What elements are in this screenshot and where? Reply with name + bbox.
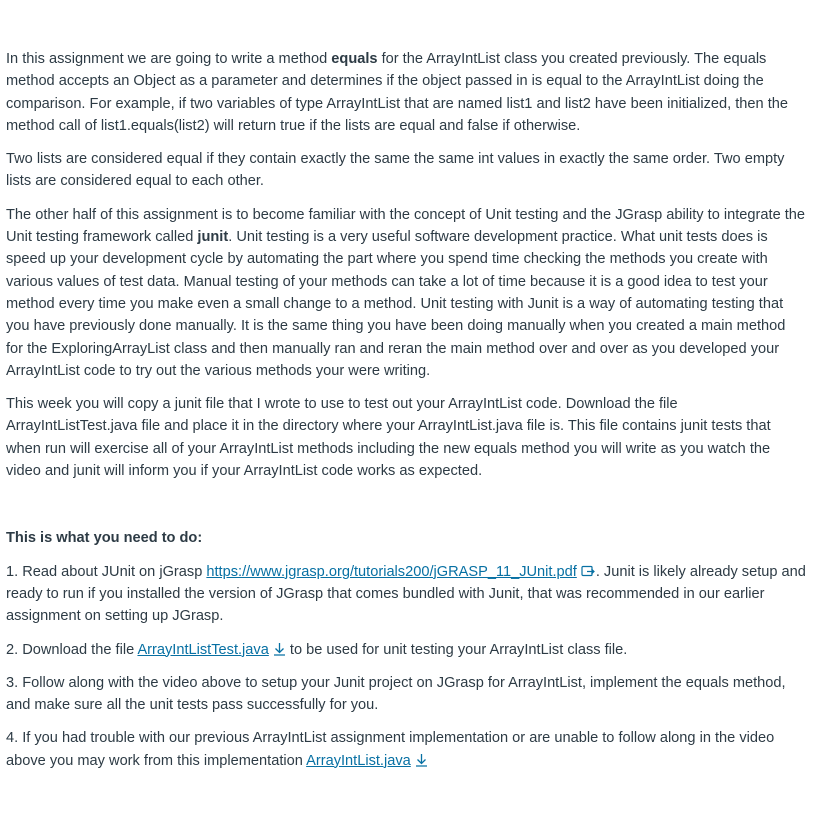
download-icon[interactable] [273,642,286,656]
download-icon[interactable] [415,753,428,767]
junit-bold: junit [197,229,229,246]
step-2-text-2: to be used for unit testing your ArrayIntList class file. [285,641,628,658]
arrayintlist-java-link[interactable]: ArrayIntList.java [306,752,411,769]
unit-testing-text-1: The other half of this assignment is to become familiar with the concept of Unit testing and the JGrasp ability to integrate the Unit testing framework called [6,206,806,246]
step-2 [6,639,806,661]
junit-file-paragraph: This week you will copy a junit file that I wrote to use to test out your ArrayIntList code. Download the file ArrayIntListTest.java file and place it in the directory where your ArrayIntList.java file is. This file contains junit tests that when run will exercise all of your ArrayIntList methods including the new equals method you will write as you watch the video and junit will inform you if your ArrayIntList code works as expected. [6,396,771,480]
todo-heading-text: This is what you need to do: [6,530,203,547]
intro-text-2: for the ArrayIntList class you created previously. The equals method accepts an Object as a parameter and determines if the object passed in is equal to the ArrayIntList doing the comparison. For example, if two variables of type ArrayIntList that are named list1 and list2 have been initialized, then the method call of list1.equals(list2) will return true if the lists are equal and false if otherwise. [6,51,788,134]
unit-testing-paragraph [6,204,806,382]
step-1-text-1: 1. Read about JUnit on jGrasp [6,563,207,580]
equality-paragraph: Two lists are considered equal if they contain exactly the same the same int values in exactly the same order. Two empty lists are considered equal to each other. [6,151,785,190]
unit-testing-text-2: . Unit testing is a very useful software development practice. What unit tests does is speed up your development cycle by automating the part where you spend time checking the methods you create with various values of test data. Manual testing of your methods can take a lot of time because it is a good idea to test your method every time you make even a small change to a method. Unit testing with Junit is a way of automating testing that you have previously done manually. It is the same thing you have been doing manually when you created a main method for the ExploringArrayList class and then manually ran and reran the main method over and over as you developed your ArrayIntList code to try out the various methods your were writing. [6,229,786,379]
arrayintlisttest-java-link[interactable]: ArrayIntListTest.java [137,641,269,658]
step-3: 3. Follow along with the video above to setup your Junit project on JGrasp for ArrayIntList, implement the equals method, and make sure all the unit tests pass successfully for you. [6,674,786,714]
external-link-icon[interactable] [581,565,596,578]
step-4 [6,727,806,772]
step-2-text-1: 2. Download the file [6,641,138,658]
intro-text-1: In this assignment we are going to write a method [6,51,332,67]
intro-paragraph [6,48,806,137]
jgrasp-junit-pdf-link[interactable]: https://www.jgrasp.org/tutorials200/jGRASP_11_JUnit.pdf [206,563,577,580]
step-1-text-2: . Junit is likely already setup and ready to run if you installed the version of JGrasp that comes bundled with Junit, that was recommended in our earlier assignment on setting up JGrasp. [6,563,806,625]
equals-bold: equals [331,51,378,67]
todo-heading [6,527,806,549]
step-4-text-1: 4. If you had trouble with our previous ArrayIntList assignment implementation or are unable to follow along in the video above you may work from this implementation [6,730,775,769]
assignment-content [6,48,806,783]
step-1 [6,561,806,628]
